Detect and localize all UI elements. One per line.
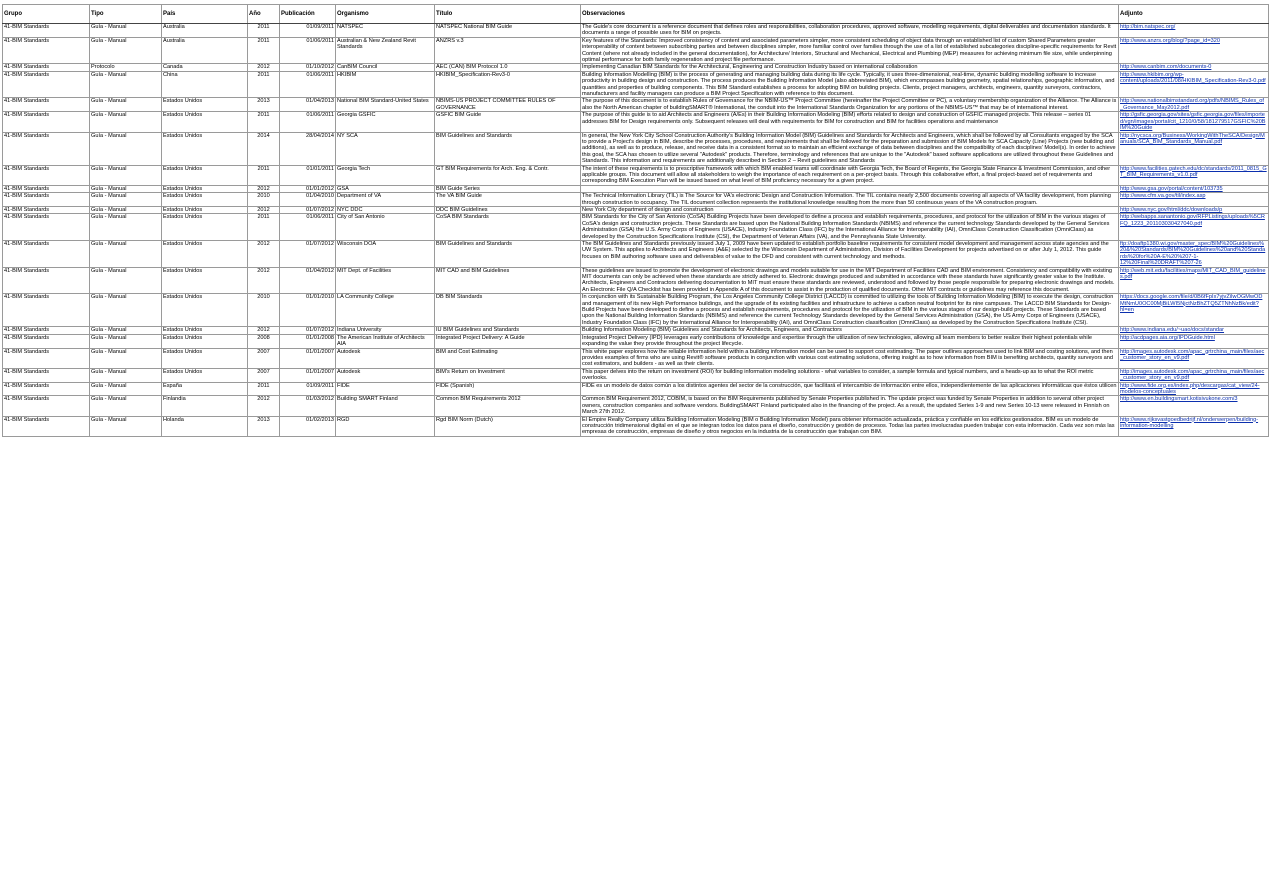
cell-titulo: BIM's Return on Investment <box>435 368 581 382</box>
cell-tipo: Protocolo <box>90 64 162 71</box>
cell-adjunto-link[interactable]: http://www.gsa.gov/portal/content/103735 <box>1119 185 1269 192</box>
cell-observaciones: This paper delves into the return on investment (ROI) for building information modeling solutions - what variables to consider, a sample formula and typical numbers, and a heads-up as to what the ROI metric overlooks. <box>581 368 1119 382</box>
cell-organismo: Georgia GSFIC <box>336 112 435 132</box>
cell-titulo: Rgd BIM Norm (Dutch) <box>435 416 581 436</box>
cell-pais: España <box>162 382 248 396</box>
cell-observaciones: In conjunction with its Sustainable Building Program, the Los Angeles Community College District (LACCD) is committed to utilizing the tools of Building Information Modeling (BIM) to execute the design, construction and management of its new High Performance buildings, and the upgrade of its existing facilities and infrastructure to achieve a carbon neutral footprint for its nine campuses. The LACCD BIM Standards for Design-Build Projects have been developed to define a process and establish requirements, procedures and protocol for the utilization of BIM in the various stages of our design-build projects. These Standards are based upon the National Building Information Standards (NBIMS) and reference the current Technology Standards developed by the General Services Administration (GSA), the US Army Corps of Engineers (USACE), Industry Foundation Class (IFC) by the International Alliance for Interoperability (IAI), and OmniClass Construction classification (OmniClass) as developed by the Construction Specifications Institute (CSI). <box>581 294 1119 327</box>
cell-titulo: BIM Guide Series <box>435 185 581 192</box>
cell-organismo: GSA <box>336 185 435 192</box>
cell-adjunto-link[interactable]: http://www.facilities.gatech.edu/dc/standards/2011_0815_GT_BIM_Requirements_v1.0.pdf <box>1119 165 1269 185</box>
cell-tipo: Guía - Manual <box>90 396 162 416</box>
cell-observaciones: Integrated Project Delivery (IPD) leverages early contributions of knowledge and expertise through the utilization of new technologies, allowing all team members to better realize their highest potentials while expanding the value they provide throughout the project lifecycle. <box>581 334 1119 348</box>
cell-observaciones: Building Information Modeling (BIM) Guidelines and Standards for Architects, Engineers, and Contractors <box>581 327 1119 334</box>
cell-adjunto-link[interactable]: http://www.rijksvastgoedbedrijf.nl/onderwerpen/building-information-modelling <box>1119 416 1269 436</box>
cell-organismo: LA Community College <box>336 294 435 327</box>
cell-observaciones: Implementing Canadian BIM Standards for the Architectural, Engineering and Construction Industry based on international collaboration <box>581 64 1119 71</box>
cell-publicacion: 01/07/2012 <box>280 241 336 268</box>
cell-organismo: Georgia Tech <box>336 165 435 185</box>
cell-titulo: DB BIM Standards <box>435 294 581 327</box>
cell-adjunto-link[interactable]: http://webapps.sanantonio.gov/RFPListings/uploads%5CRFQ_1223_201103030427040.pdf <box>1119 214 1269 241</box>
header-ano[interactable]: Año <box>248 5 280 24</box>
cell-titulo: IU BIM Guidelines and Standards <box>435 327 581 334</box>
cell-ano: 2012 <box>248 396 280 416</box>
cell-ano: 2011 <box>248 214 280 241</box>
cell-organismo: Autodesk <box>336 348 435 368</box>
cell-observaciones: El Empire Realty Company utiliza Building Information Modeling (BIM o Building Information Model) para obtener información actualizada, práctica y confiable en los edificios gestionados. BIM es un modelo de construcción tridimensional digital en el que se integran todos los datos para el diseño, construcción y gestión de procesos. Todas las partes involucradas pueden trabajar con esta información. Cada vez son más las empresas de construcción, empresas de diseño y otros negocios en la industria de la construcción que trabajan con BIM. <box>581 416 1119 436</box>
cell-titulo: NBIMS-US PROJECT COMMITTEE RULES OF GOVERNANCE <box>435 98 581 112</box>
cell-publicacion: 01/04/2013 <box>280 98 336 112</box>
cell-titulo: BIM Guidelines and Standards <box>435 132 581 165</box>
table-row <box>3 396 1269 416</box>
cell-tipo: Guía - Manual <box>90 112 162 132</box>
cell-publicacion: 01/02/2013 <box>280 416 336 436</box>
cell-ano: 2011 <box>248 24 280 38</box>
header-grupo[interactable]: Grupo <box>3 5 90 24</box>
cell-adjunto-link[interactable]: http://www.nyc.gov/html/ddc/downloads/p <box>1119 206 1269 213</box>
cell-pais: Estados Unidos <box>162 241 248 268</box>
cell-titulo: GT BIM Requirements for Arch. Eng. & Contr. <box>435 165 581 185</box>
cell-publicacion: 01/01/2008 <box>280 334 336 348</box>
table-row <box>3 241 1269 268</box>
table-row <box>3 327 1269 334</box>
cell-publicacion: 01/04/2010 <box>280 193 336 207</box>
table-row <box>3 382 1269 396</box>
cell-grupo: 41-BIM Standards <box>3 327 90 334</box>
cell-tipo: Guía - Manual <box>90 382 162 396</box>
cell-grupo: 41-BIM Standards <box>3 206 90 213</box>
header-row <box>3 5 1269 24</box>
cell-pais: Estados Unidos <box>162 165 248 185</box>
cell-ano: 2012 <box>248 206 280 213</box>
cell-adjunto-link[interactable]: http://gsfic.georgia.gov/sites/gsfic.georgia.gov/files/imported/vgn/images/portal/cit_1210/0/58/181279517GSFIC%20BIM%20Guide <box>1119 112 1269 132</box>
cell-observaciones: The intent of these requirements is to prescriptive framework with which BIM enabled teams will coordinate with Georgia Tech, the Board of Regents, the Georgia State Finance & Investment Commission, and other applicable groups. This document will allow all stakeholders to weigh the importance of each requirement on a per-project basis. Through this collaborative effort, a final project-based set of requirements and corresponding BIM Execution Plan will be issued based on what level of BIM proficiency necessary for a given project. <box>581 165 1119 185</box>
cell-grupo: 41-BIM Standards <box>3 214 90 241</box>
cell-adjunto-link[interactable]: http://images.autodesk.com/apac_grtrchina_main/files/aec_customer_story_en_v9.pdf <box>1119 348 1269 368</box>
cell-ano: 2011 <box>248 382 280 396</box>
cell-observaciones: Key features of the Standards: Improved consistency of content and associated parameters simpler, more consistent scheduling of object data through an established list of custom Shared Parameters greater interoperability of content between subscribing parties and between disciplines simpler, more familiar control over families through the use of a list of established subcategories discipline-specific requirements for Revit Content (where not already included in the general documentation), for Architecture/ Interiors, Structural and Mechanical, Electrical and Plumbing (MEP) measures for achieving minimum file size, while underpinning optimal performance for both family regeneration and project file performance. <box>581 37 1119 64</box>
cell-grupo: 41-BIM Standards <box>3 241 90 268</box>
table-row <box>3 206 1269 213</box>
cell-observaciones <box>581 185 1119 192</box>
cell-organismo: MIT Dept. of Facilities <box>336 267 435 294</box>
table-body <box>3 24 1269 437</box>
cell-grupo: 41-BIM Standards <box>3 396 90 416</box>
cell-ano: 2012 <box>248 241 280 268</box>
cell-adjunto-link[interactable]: https://docs.google.com/file/d/0B6fFpIx7yjvZiIwOGMwODMtNmU0OC00MjBiLWI5NjctNzBhZTQ5ZTNhNzBk/edit?hl=en <box>1119 294 1269 327</box>
cell-observaciones: The purpose of this guide is to aid Architects and Engineers (A/Es) in their Building Information Modeling (BIM) efforts related to design and construction of GSFIC managed projects. This release – series 01 addresses BIM for Design requirements only. Subsequent releases will deal with requirements for BIM for construction and BIM for facilities operations and maintenance <box>581 112 1119 132</box>
cell-adjunto-link[interactable]: http://bim.natspec.org/ <box>1119 24 1269 38</box>
cell-ano: 2010 <box>248 294 280 327</box>
cell-publicacion: 01/06/2011 <box>280 112 336 132</box>
cell-adjunto-link[interactable]: http://acdpages.aia.org/IPDGuide.html <box>1119 334 1269 348</box>
cell-pais: Estados Unidos <box>162 214 248 241</box>
cell-pais: Holanda <box>162 416 248 436</box>
cell-ano: 2012 <box>248 185 280 192</box>
cell-observaciones: FIDE es un modelo de datos común a los distintos agentes del sector de la construcción, que facilitará el intercambio de información entre ellos, independientemente de las aplicaciones informáticas que éstos utilicen <box>581 382 1119 396</box>
cell-observaciones: New York City department of design and construction <box>581 206 1119 213</box>
cell-observaciones: These guidelines are issued to promote the development of electronic drawings and models suitable for use in the MIT Department of Facilities CAD and BIM environment. Consistency and compatibility with existing MIT documents can only be achieved when these standards are strictly adhered to. Electronic drawings produced and submitted in accordance with these standards have significantly greater value to the Institute. Architects, Engineers and Contractors delivering documentation to MIT must ensure these standards are reviewed, understood and followed by those people responsible for preparing electronic drawings and models. An Electronic File Q/A Checklist has been provided in Appendix A of this document to assist in the production of qualified documents. Other MIT contracts or guidelines may reference this document. <box>581 267 1119 294</box>
cell-pais: Canada <box>162 64 248 71</box>
cell-grupo: 41-BIM Standards <box>3 71 90 98</box>
cell-observaciones: The purpose of this document is to establish Rules of Governance for the NBIM-US™ Project Committee (hereinafter the Project Committee or PC), a voluntary membership organization of the Alliance. The Alliance is also the North American chapter of buildingSMART® International, the conduit into the International Standards Organization for any portions of the NBIMS-US™ that may be of international interest. <box>581 98 1119 112</box>
cell-organismo: Wisconsin DOA <box>336 241 435 268</box>
cell-titulo: ANZRS v.3 <box>435 37 581 64</box>
cell-tipo: Guía - Manual <box>90 348 162 368</box>
cell-publicacion: 01/07/2012 <box>280 327 336 334</box>
cell-tipo: Guía - Manual <box>90 206 162 213</box>
cell-tipo: Guía - Manual <box>90 165 162 185</box>
cell-pais: China <box>162 71 248 98</box>
cell-publicacion: 01/09/2011 <box>280 382 336 396</box>
cell-titulo: Integrated Project Delivery: A Guide <box>435 334 581 348</box>
table-row <box>3 416 1269 436</box>
cell-publicacion: 01/10/2012 <box>280 64 336 71</box>
cell-grupo: 41-BIM Standards <box>3 416 90 436</box>
cell-tipo: Guía - Manual <box>90 214 162 241</box>
cell-pais: Finlandia <box>162 396 248 416</box>
cell-adjunto-link[interactable]: http://www.hkibim.org/wp-content/uploads/2011/08/HKIBIM_Specification-Rev3-0.pdf <box>1119 71 1269 98</box>
cell-organismo: Building SMART Finland <box>336 396 435 416</box>
cell-adjunto-link[interactable]: http://nycsca.org/Business/WorkingWithTheSCA/Design/Manuals/SCA_BIM_Standards_Manual.pdf <box>1119 132 1269 165</box>
cell-organismo: Indiana University <box>336 327 435 334</box>
cell-publicacion: 01/03/2012 <box>280 396 336 416</box>
cell-publicacion: 01/01/2011 <box>280 165 336 185</box>
header-publicacion[interactable]: Publicación <box>280 5 336 24</box>
cell-tipo: Guía - Manual <box>90 294 162 327</box>
cell-observaciones: BIM Standards for the City of San Antonio (CoSA) Building Projects have been developed to define a process and establish requirements, procedures, and protocol for the utilization of BIM in the various stages of CoSA's design and construction projects. These Standards are based upon the National Building Information Standards (NBIMS) and reference the current technology Standards developed by the General Services Administration (GSA) the U.S. Army Corps of Engineers (USACE), Industry Foundation Class (IFC) by the International Alliance for Interoperability (IAI), OmniClass Construction Classification (OmniClass) as developed by the Construction Specifications Institute (CSI), the Department of Veteran Affairs (VA), and the Pennsylvania State University. <box>581 214 1119 241</box>
cell-titulo: BIM and Cost Estimating <box>435 348 581 368</box>
cell-grupo: 41-BIM Standards <box>3 334 90 348</box>
cell-tipo: Guía - Manual <box>90 71 162 98</box>
cell-titulo: GSFIC BIM Guide <box>435 112 581 132</box>
cell-publicacion: 01/01/2007 <box>280 348 336 368</box>
cell-grupo: 41-BIM Standards <box>3 64 90 71</box>
cell-observaciones: Common BIM Requirement 2012, COBIM, is based on the BIM Requirements published by Senate Properties published in. The update project was funded by Senate Properties in addition to several other project owners, construction companies and software vendors. BuildingSMART Finland participated also in the financing of the project. As a result, the updated Series 1-9 and new Series 10-13 were released in Finnish on March 27th 2012. <box>581 396 1119 416</box>
cell-pais: Estados Unidos <box>162 348 248 368</box>
cell-organismo: City of San Antonio <box>336 214 435 241</box>
cell-ano: 2011 <box>248 71 280 98</box>
cell-tipo: Guía - Manual <box>90 132 162 165</box>
cell-titulo: AEC (CAN) BIM Protocol 1.0 <box>435 64 581 71</box>
cell-tipo: Guía - Manual <box>90 267 162 294</box>
cell-ano: 2014 <box>248 132 280 165</box>
cell-organismo: RGD <box>336 416 435 436</box>
cell-organismo: Autodesk <box>336 368 435 382</box>
table-row <box>3 71 1269 98</box>
cell-pais: Estados Unidos <box>162 98 248 112</box>
cell-organismo: Australian & New Zealand Revit Standards <box>336 37 435 64</box>
cell-ano: 2011 <box>248 165 280 185</box>
cell-pais: Estados Unidos <box>162 294 248 327</box>
cell-tipo: Guía - Manual <box>90 98 162 112</box>
cell-tipo: Guía - Manual <box>90 327 162 334</box>
cell-grupo: 41-BIM Standards <box>3 24 90 38</box>
cell-publicacion: 01/01/2007 <box>280 368 336 382</box>
cell-publicacion: 01/01/2012 <box>280 185 336 192</box>
cell-adjunto-link[interactable]: http://www.cfm.va.gov/til/index.asp <box>1119 193 1269 207</box>
table-row <box>3 348 1269 368</box>
cell-adjunto-link[interactable]: http://www.canbim.com/documents-0 <box>1119 64 1269 71</box>
header-observaciones[interactable]: Observaciones <box>581 5 1119 24</box>
cell-grupo: 41-BIM Standards <box>3 382 90 396</box>
cell-titulo: BIM Guidelines and Standards <box>435 241 581 268</box>
table-row <box>3 267 1269 294</box>
spreadsheet <box>2 4 1268 437</box>
table-row <box>3 37 1269 64</box>
cell-ano: 2007 <box>248 368 280 382</box>
cell-ano: 2013 <box>248 416 280 436</box>
cell-titulo: HKIBIM_Specification-Rev3-0 <box>435 71 581 98</box>
header-adjunto[interactable]: Adjunto <box>1119 5 1269 24</box>
cell-observaciones: In general, the New York City School Construction Authority's Building Information Model (BIM) Guidelines and Standards for Architects and Engineers, which shall be followed by all Consultants engaged by the SCA to provide a Project's design in BIM, describe the processes, procedures, and requirements that shall be followed for the preparation and submission of BIM Models for SCA Capacity (Line) Projects (new building and additions), as well as to produce, release, and receive data in a consistent format so to maintain an efficient exchange of data between disciplines and the compatibility of each disciplines' Model(s). In order to achieve this goal, the SCA has chosen to utilize several "Autodesk" products. Therefore, terminology and references that are unique to the "Autodesk" based software applications are utilized throughout these Guidelines and Standards. This information and requirements are additionally described in Section 2 – Revit guidelines and Standards <box>581 132 1119 165</box>
table-row <box>3 185 1269 192</box>
cell-pais: Estados Unidos <box>162 368 248 382</box>
cell-organismo: The American Institute of Architects AIA <box>336 334 435 348</box>
cell-pais: Estados Unidos <box>162 267 248 294</box>
cell-ano: 2011 <box>248 112 280 132</box>
cell-publicacion: 01/04/2012 <box>280 267 336 294</box>
cell-organismo: Department of VA <box>336 193 435 207</box>
cell-pais: Australia <box>162 37 248 64</box>
cell-pais: Estados Unidos <box>162 112 248 132</box>
cell-publicacion: 01/01/2010 <box>280 294 336 327</box>
cell-titulo: FIDE (Spanish) <box>435 382 581 396</box>
table-row <box>3 193 1269 207</box>
cell-adjunto-link[interactable]: http://www.anzrs.org/blog/?page_id=320 <box>1119 37 1269 64</box>
cell-ano: 2012 <box>248 267 280 294</box>
header-pais[interactable]: País <box>162 5 248 24</box>
cell-observaciones: The Guide's core document is a reference document that defines roles and responsibilities, collaboration procedures, approved software, modelling requirements, digital deliverables and documentation standards. It documents a range of possible uses for BIM on projects. <box>581 24 1119 38</box>
cell-publicacion: 01/06/2011 <box>280 71 336 98</box>
cell-pais: Estados Unidos <box>162 193 248 207</box>
cell-tipo: Guía - Manual <box>90 241 162 268</box>
cell-titulo: The VA BIM Guide <box>435 193 581 207</box>
cell-grupo: 41-BIM Standards <box>3 98 90 112</box>
cell-organismo: NATSPEC <box>336 24 435 38</box>
cell-ano: 2011 <box>248 37 280 64</box>
cell-grupo: 41-BIM Standards <box>3 37 90 64</box>
cell-adjunto-link[interactable]: http://web.mit.edu/facilities/maps/MIT_CAD_BIM_guidelines.pdf <box>1119 267 1269 294</box>
cell-ano: 2007 <box>248 348 280 368</box>
header-tipo[interactable]: Tipo <box>90 5 162 24</box>
cell-tipo: Guía - Manual <box>90 416 162 436</box>
cell-ano: 2010 <box>248 193 280 207</box>
header-organismo[interactable]: Organismo <box>336 5 435 24</box>
cell-adjunto-link[interactable]: http://www.indiana.edu/~uao/docs/standar <box>1119 327 1269 334</box>
cell-organismo: NY SCA <box>336 132 435 165</box>
cell-observaciones: Building Information Modelling (BIM) is the process of generating and managing building data during its life cycle. Typically, it uses three-dimensional, real-time, dynamic building modelling software to increase productivity in building design and construction. The process produces the Building Information Model (also abbreviated BIM), which encompasses building geometry, spatial relationships, geographic information, and quantities and properties of building components. This BIM Standard establishes a process for adopting BIM on building projects. Clients, project managers, architects, engineers, quantity surveyors, contractors, manufacturers and facility managers can produce a BIM Project Specification with reference to this document. <box>581 71 1119 98</box>
cell-organismo: NYC DDC <box>336 206 435 213</box>
cell-titulo: DDC BIM Guidelines <box>435 206 581 213</box>
cell-tipo: Guía - Manual <box>90 24 162 38</box>
cell-titulo: MIT CAD and BIM Guidelines <box>435 267 581 294</box>
cell-organismo: CanBIM Council <box>336 64 435 71</box>
cell-observaciones: The BIM Guidelines and Standards previously issued July 1, 2009 have been updated to establish portfolio baseline requirements for consistent model development and management across state agencies and the UW System. This applies to Architects and Engineers (A&E) selected by the Wisconsin Department of Administration, Division of Facilities Development for projects advertised on or after July 1, 2012. This guide focuses on BIM authoring software uses and deliverables of value to the DFD and consistent with current technology and methods. <box>581 241 1119 268</box>
cell-ano: 2013 <box>248 98 280 112</box>
cell-grupo: 41-BIM Standards <box>3 267 90 294</box>
cell-grupo: 41-BIM Standards <box>3 165 90 185</box>
table-row <box>3 98 1269 112</box>
cell-ano: 2008 <box>248 334 280 348</box>
cell-grupo: 41-BIM Standards <box>3 294 90 327</box>
cell-pais: Estados Unidos <box>162 185 248 192</box>
cell-pais: Australia <box>162 24 248 38</box>
cell-organismo: National BIM Standard-United States <box>336 98 435 112</box>
table-row <box>3 334 1269 348</box>
cell-pais: Estados Unidos <box>162 132 248 165</box>
cell-publicacion: 01/07/2012 <box>280 206 336 213</box>
cell-pais: Estados Unidos <box>162 327 248 334</box>
cell-grupo: 41-BIM Standards <box>3 185 90 192</box>
table-row <box>3 24 1269 38</box>
cell-tipo: Guía - Manual <box>90 185 162 192</box>
cell-titulo: Common BIM Requirements 2012 <box>435 396 581 416</box>
table-row <box>3 112 1269 132</box>
cell-organismo: HKIBIM <box>336 71 435 98</box>
cell-tipo: Guía - Manual <box>90 368 162 382</box>
table-row <box>3 132 1269 165</box>
cell-observaciones: This white paper explores how the reliable information held within a building information model can be used to support cost estimating. The paper outlines approaches used to link BIM and costing solutions, and then provides examples of firms who are using Revit® software products in conjunction with various cost estimating solutions, offering insight as to how information from BIM is benefiting architects, quantity surveyors and cost estimators, and builders - as well as their clients. <box>581 348 1119 368</box>
cell-adjunto-link[interactable]: http://www.fide.org.es/index.php/descargas/cat_view/24-modelos-conceptuales <box>1119 382 1269 396</box>
table-row <box>3 294 1269 327</box>
cell-grupo: 41-BIM Standards <box>3 348 90 368</box>
cell-publicacion: 01/06/2011 <box>280 37 336 64</box>
cell-grupo: 41-BIM Standards <box>3 368 90 382</box>
cell-observaciones: The Technical Information Library (TIL) is The Source for VA's electronic Design and Construction Information. The TIL contains nearly 2,500 documents covering all aspects of VA facility development, from planning through construction to occupancy. The TIL document collection represents the institutional knowledge resulting from the more than 50 continuous years of the VA construction program. <box>581 193 1119 207</box>
cell-grupo: 41-BIM Standards <box>3 132 90 165</box>
cell-tipo: Guía - Manual <box>90 193 162 207</box>
table-row <box>3 165 1269 185</box>
cell-publicacion: 01/06/2011 <box>280 214 336 241</box>
table-row <box>3 368 1269 382</box>
cell-ano: 2012 <box>248 327 280 334</box>
cell-adjunto-link[interactable]: http://www.nationalbimstandard.org/pdfs/NBIMS_Rules_of_Governance_May2012.pdf <box>1119 98 1269 112</box>
cell-pais: Estados Unidos <box>162 334 248 348</box>
cell-publicacion: 01/09/2011 <box>280 24 336 38</box>
cell-adjunto-link[interactable]: ftp://doaftp1380.wi.gov/master_spec/BIM%20Guidelines%20&%20Standards/BIM%20Guidelines%20and%20Standards%20for%20A-E%20%207-1-12%20Final%20DRAFT%207-26 <box>1119 241 1269 268</box>
header-titulo[interactable]: Título <box>435 5 581 24</box>
cell-adjunto-link[interactable]: http://images.autodesk.com/apac_grtrchina_main/files/aec_customer_story_en_v9.pdf <box>1119 368 1269 382</box>
cell-publicacion: 28/04/2014 <box>280 132 336 165</box>
cell-grupo: 41-BIM Standards <box>3 193 90 207</box>
cell-titulo: NATSPEC National BIM Guide <box>435 24 581 38</box>
cell-grupo: 41-BIM Standards <box>3 112 90 132</box>
bim-standards-table <box>2 4 1269 437</box>
cell-tipo: Guía - Manual <box>90 37 162 64</box>
table-row <box>3 214 1269 241</box>
cell-titulo: CoSA BIM Standards <box>435 214 581 241</box>
cell-adjunto-link[interactable]: http://www.en.buildingsmart.kotisivukone.com/3 <box>1119 396 1269 416</box>
cell-organismo: FIDE <box>336 382 435 396</box>
cell-ano: 2012 <box>248 64 280 71</box>
cell-pais: Estados Unidos <box>162 206 248 213</box>
table-row <box>3 64 1269 71</box>
cell-tipo: Guía - Manual <box>90 334 162 348</box>
